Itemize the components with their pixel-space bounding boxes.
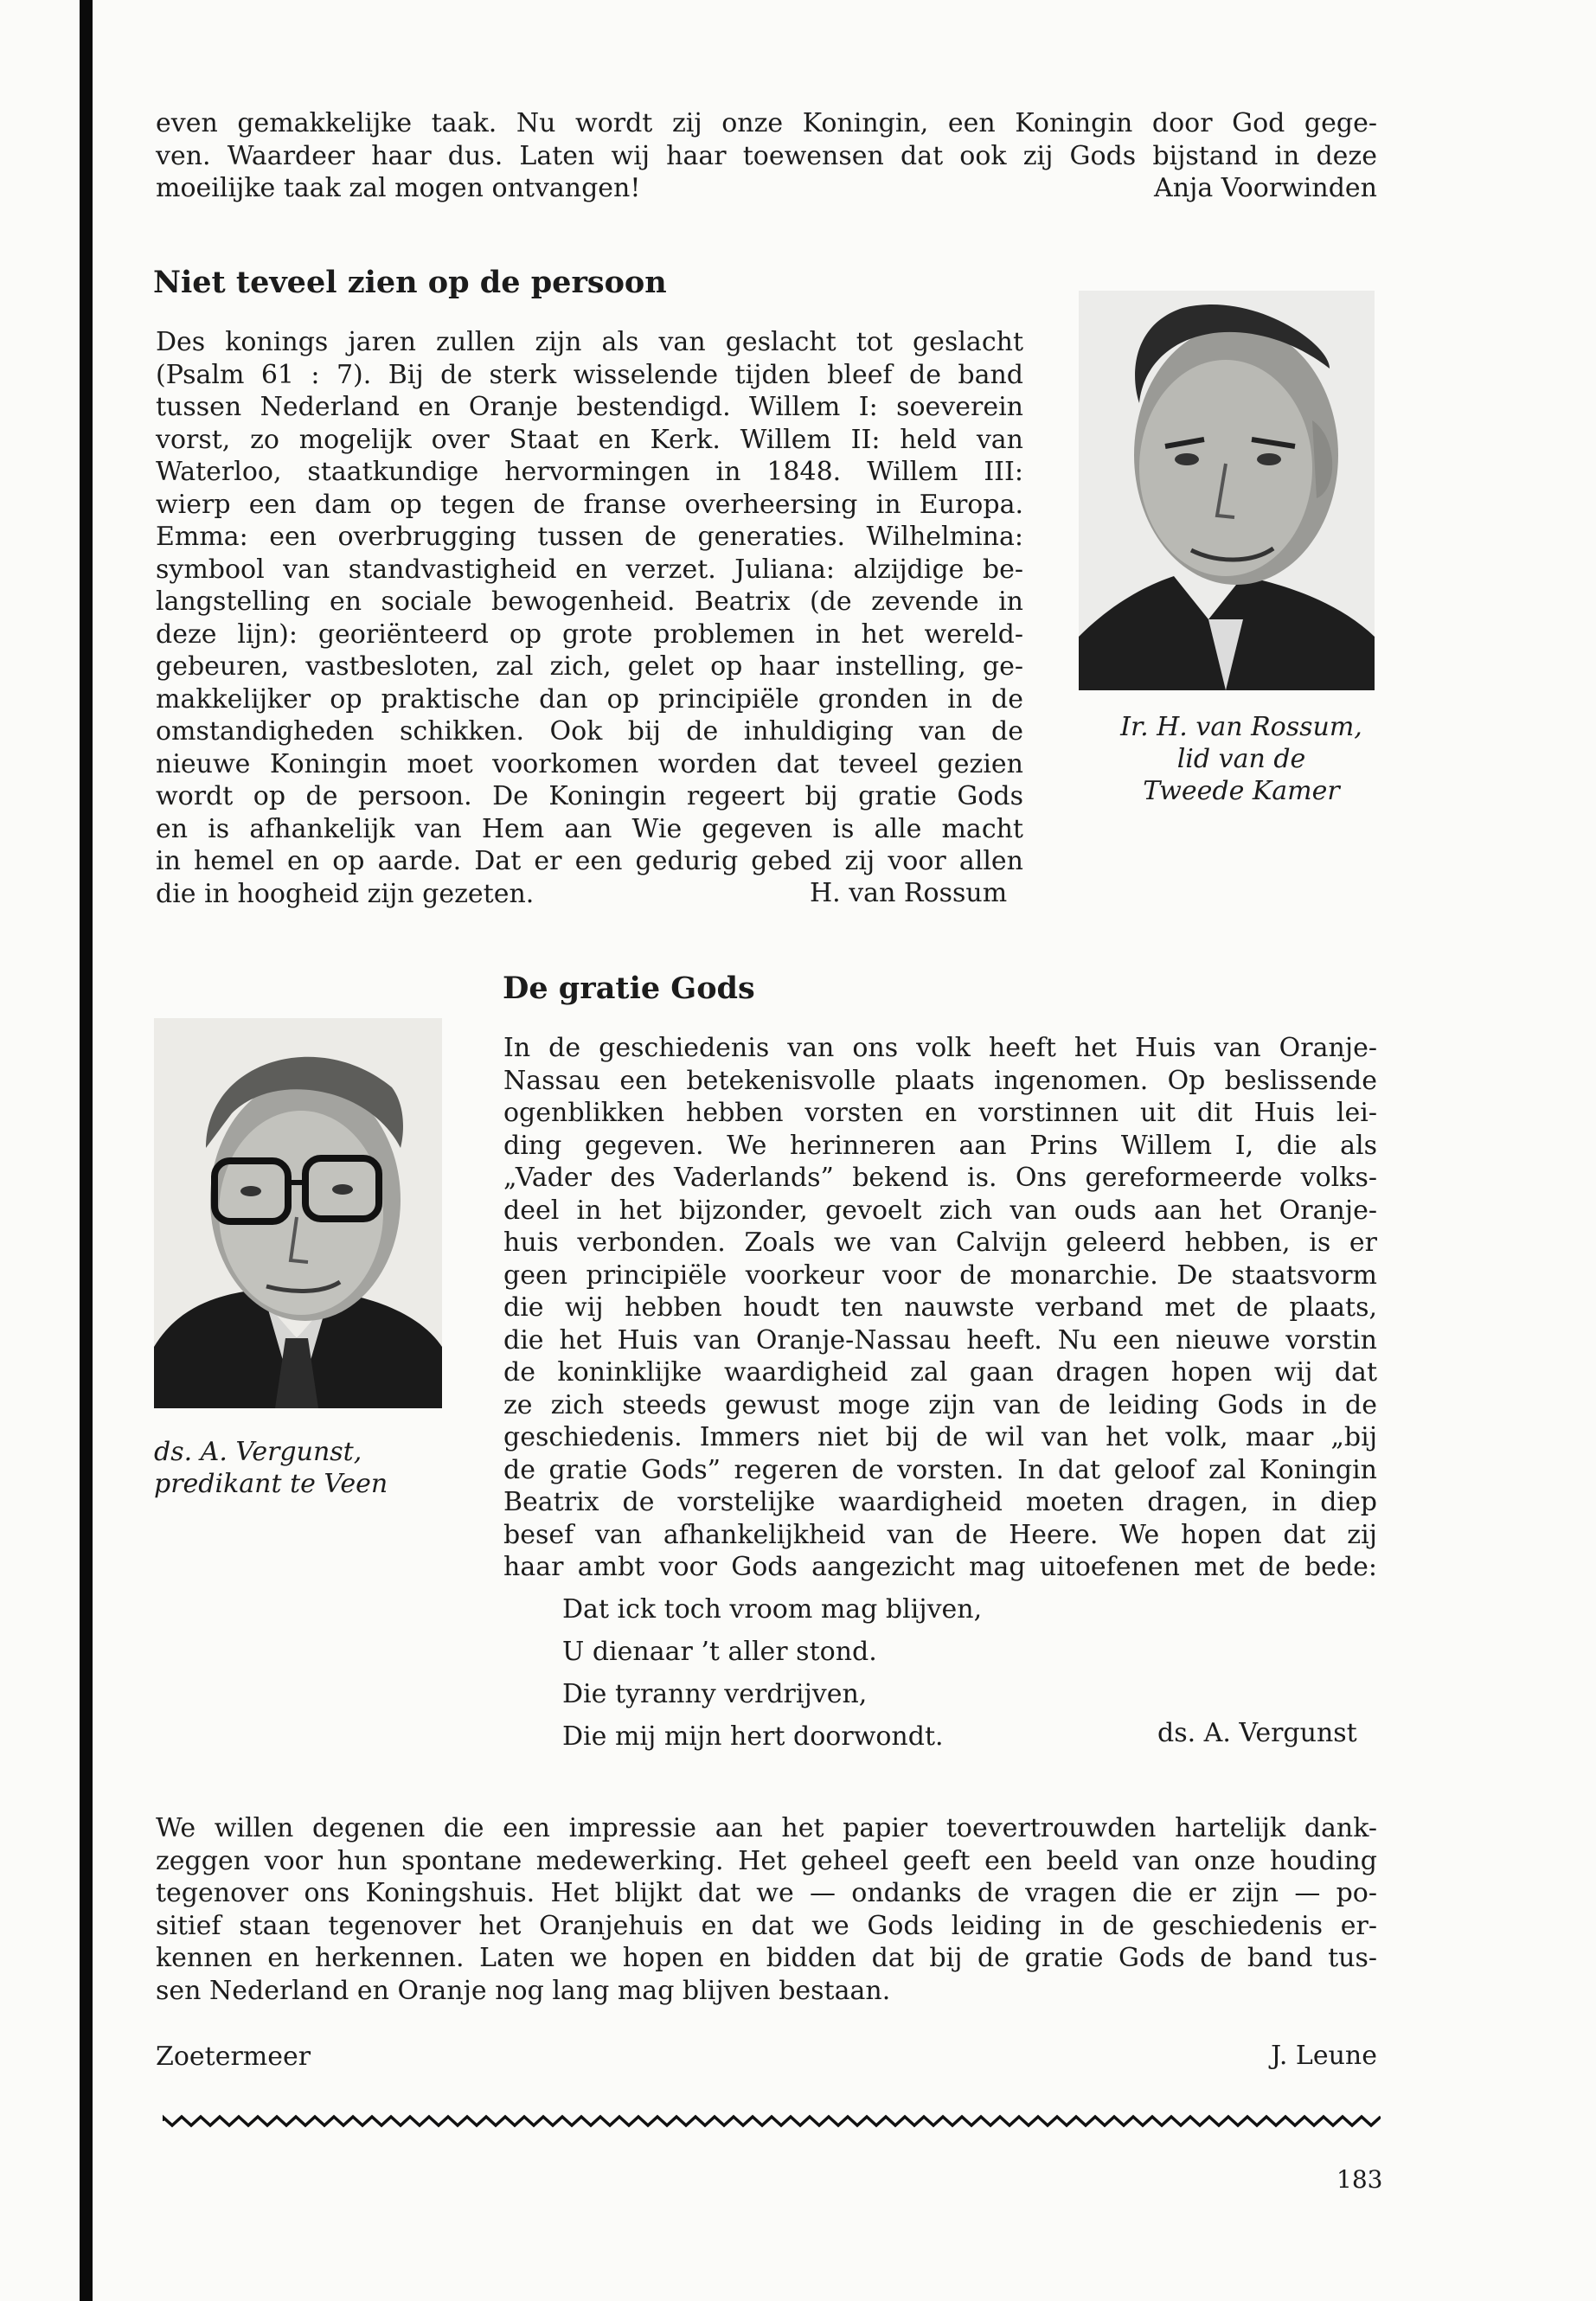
poem-stanza bbox=[562, 1588, 982, 1758]
section2-line: „Vader des Vaderlands” bekend is. Ons gereformeerde volks- bbox=[503, 1163, 1377, 1193]
section2-line: Nassau een betekenisvolle plaats ingenomen. Op beslissende bbox=[503, 1065, 1377, 1096]
section2-line: besef van afhankelijkheid van de Heere. We hopen dat zij bbox=[503, 1519, 1377, 1550]
section1-line: in hemel en op aarde. Dat er een gedurig gebed zij voor allen bbox=[156, 846, 1023, 876]
poem-line: U dienaar ’t aller stond. bbox=[562, 1637, 877, 1667]
closing-line: We willen degenen die een impressie aan het papier toevertrouwden hartelijk dank- bbox=[156, 1813, 1377, 1843]
section2-line: ding gegeven. We herinneren aan Prins Willem I, die als bbox=[503, 1130, 1377, 1161]
portrait-van-rossum-image bbox=[1079, 291, 1375, 690]
section2-line: In de geschiedenis van ons volk heeft het Huis van Oranje- bbox=[503, 1033, 1377, 1063]
section1-line: langstelling en sociale bewogenheid. Beatrix (de zevende in bbox=[156, 586, 1023, 617]
section2-line: ze zich steeds gewust moge zijn van de leiding Gods in de bbox=[503, 1389, 1377, 1420]
poem-line: Die mij mijn hert doorwondt. bbox=[562, 1721, 944, 1752]
decorative-wave-divider bbox=[163, 2114, 1381, 2128]
caption-line: Ir. H. van Rossum, bbox=[1120, 712, 1362, 742]
section2-line: geschiedenis. Immers niet bij de wil van het volk, maar „bij bbox=[503, 1422, 1377, 1452]
section1-line: gebeuren, vastbesloten, zal zich, gelet op haar instelling, ge- bbox=[156, 651, 1023, 682]
section1-line: wordt op de persoon. De Koningin regeert bij gratie Gods bbox=[156, 781, 1023, 811]
portrait-photo-vergunst bbox=[154, 1018, 442, 1408]
caption-line: lid van de bbox=[1176, 744, 1306, 774]
section1-line: en is afhankelijk van Hem aan Wie gegeven is alle macht bbox=[156, 813, 1023, 844]
portrait-photo-van-rossum bbox=[1079, 291, 1375, 690]
section1-line: symbool van standvastigheid en verzet. Juliana: alzijdige be- bbox=[156, 554, 1023, 585]
section1-line: wierp een dam op tegen de franse overheersing in Europa. bbox=[156, 489, 1023, 520]
intro-line: ven. Waardeer haar dus. Laten wij haar toewensen dat ook zij Gods bijstand in deze bbox=[156, 140, 1377, 171]
section1-line: nieuwe Koningin moet voorkomen worden dat teveel gezien bbox=[156, 748, 1023, 779]
caption-line: Tweede Kamer bbox=[1143, 776, 1340, 806]
intro-line: moeilijke taak zal mogen ontvangen! bbox=[156, 173, 641, 203]
section1-line: Waterloo, staatkundige hervormingen in 1848. Willem III: bbox=[156, 457, 1023, 487]
caption-line: ds. A. Vergunst, bbox=[154, 1437, 362, 1467]
caption-line: predikant te Veen bbox=[154, 1469, 388, 1499]
section1-line: vorst, zo mogelijk over Staat en Kerk. Willem II: held van bbox=[156, 424, 1023, 455]
closing-place: Zoetermeer bbox=[156, 2041, 311, 2072]
section2-line: ogenblikken hebben vorsten en vorstinnen uit dit Huis lei- bbox=[503, 1098, 1377, 1128]
poem-line: Die tyranny verdrijven, bbox=[562, 1679, 868, 1709]
section1-line: omstandigheden schikken. Ook bij de inhuldiging van de bbox=[156, 716, 1023, 747]
section2-body bbox=[503, 1032, 1377, 1584]
closing-line: kennen en herkennen. Laten we hopen en bidden dat bij de gratie Gods de band tus- bbox=[156, 1943, 1377, 1973]
page-number: 183 bbox=[1336, 2165, 1383, 2194]
intro-author: Anja Voorwinden bbox=[1154, 173, 1377, 203]
section2-line: deel in het bijzonder, gevoelt zich van ouds aan het Oranje- bbox=[503, 1195, 1377, 1226]
section1-author: H. van Rossum bbox=[810, 878, 1008, 908]
intro-line: even gemakkelijke taak. Nu wordt zij onze Koningin, een Koningin door God gege- bbox=[156, 108, 1377, 138]
closing-line: zeggen voor hun spontane medewerking. Het geheel geeft een beeld van onze houding bbox=[156, 1845, 1377, 1876]
section1-line: Emma: een overbrugging tussen de generaties. Wilhelmina: bbox=[156, 522, 1023, 552]
section1-line: tussen Nederland en Oranje bestendigd. Willem I: soeverein bbox=[156, 392, 1023, 422]
closing-line: sitief staan tegenover het Oranjehuis en dat we Gods leiding in de geschiedenis er- bbox=[156, 1910, 1377, 1941]
closing-line: tegenover ons Koningshuis. Het blijkt dat we — ondanks de vragen die er zijn — po- bbox=[156, 1878, 1377, 1908]
section2-line: Beatrix de vorstelijke waardigheid moeten dragen, in diep bbox=[503, 1487, 1377, 1517]
section2-heading: De gratie Gods bbox=[503, 971, 755, 1006]
section2-author: ds. A. Vergunst bbox=[1157, 1718, 1357, 1748]
photo-caption-van-rossum bbox=[1081, 711, 1401, 807]
section1-line: deze lijn): georiënteerd op grote problemen in het wereld- bbox=[156, 619, 1023, 650]
section2-line: de gratie Gods” regeren de vorsten. In dat geloof zal Koningin bbox=[503, 1454, 1377, 1485]
section2-line: geen principiële voorkeur voor de monarchie. De staatsvorm bbox=[503, 1259, 1377, 1291]
section1-line: (Psalm 61 : 7). Bij de sterk wisselende tijden bleef de band bbox=[156, 359, 1023, 390]
section2-line: huis verbonden. Zoals we van Calvijn geleerd hebben, is er bbox=[503, 1227, 1377, 1258]
section1-heading: Niet teveel zien op de persoon bbox=[153, 265, 667, 300]
portrait-vergunst-image bbox=[154, 1018, 442, 1408]
closing-author: J. Leune bbox=[1271, 2041, 1377, 2071]
section2-line: die wij hebben houdt ten nauwste verband met de plaats, bbox=[503, 1292, 1377, 1323]
closing-line: sen Nederland en Oranje nog lang mag blijven bestaan. bbox=[156, 1975, 891, 2006]
section1-body bbox=[156, 326, 1023, 910]
section2-line: de koninklijke waardigheid zal gaan dragen hopen wij dat bbox=[503, 1357, 1377, 1388]
section1-line: Des konings jaren zullen zijn als van geslacht tot geslacht bbox=[156, 327, 1023, 357]
photo-caption-vergunst bbox=[154, 1436, 424, 1500]
section1-line: makkelijker op praktische dan op principiële gronden in de bbox=[156, 683, 1023, 715]
section2-line: haar ambt voor Gods aangezicht mag uitoefenen met de bede: bbox=[503, 1552, 1377, 1582]
section2-line: die het Huis van Oranje-Nassau heeft. Nu een nieuwe vorstin bbox=[503, 1324, 1377, 1356]
page-binding-edge bbox=[80, 0, 93, 2301]
poem-line: Dat ick toch vroom mag blijven, bbox=[562, 1594, 983, 1625]
closing-paragraph bbox=[156, 1812, 1377, 2007]
section1-line: die in hoogheid zijn gezeten. bbox=[156, 878, 535, 909]
